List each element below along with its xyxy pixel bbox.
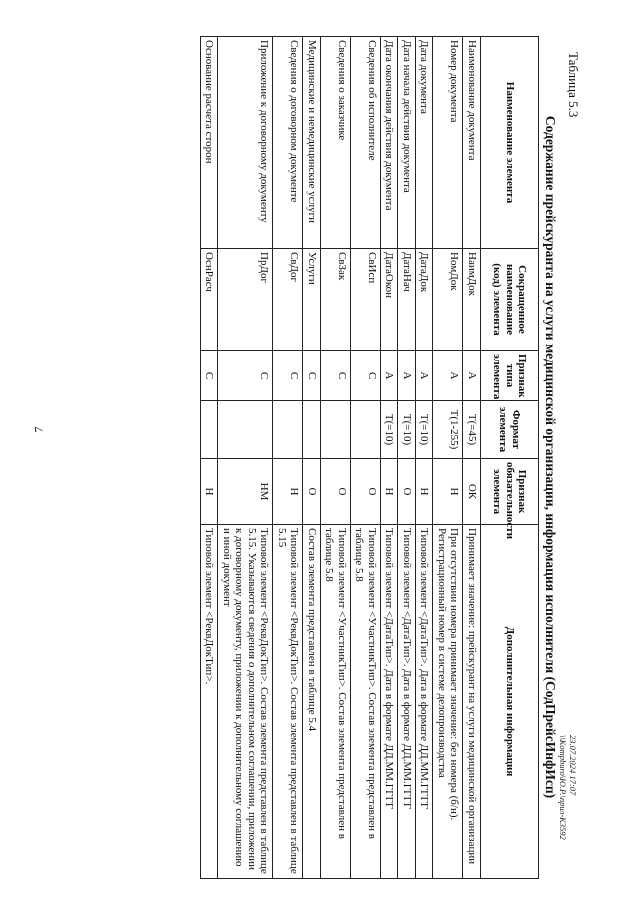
cell-info: Принимает значение: прейскурант на услуги медицинской организации [463,525,481,879]
cell-type: А [398,351,416,401]
cell-code: СвДог [273,249,303,351]
cell-required: Н [416,459,434,525]
cell-format: T(=10) [381,401,399,459]
cell-format: T(=10) [398,401,416,459]
cell-code: ОснРасч [201,249,219,351]
table-header-row [481,37,539,879]
cell-format: T(=10) [416,401,434,459]
cell-type: С [201,351,219,401]
cell-name: Сведения о договорном документе [273,37,303,249]
cell-type: А [416,351,434,401]
cell-name: Наименование документа [463,37,481,249]
table-row [273,37,303,879]
table-row [351,37,381,879]
cell-format [201,401,219,459]
cell-info: Типовой элемент <ДатаТип>. Дата в формате ДД.ММ.ГГГГ [416,525,434,879]
table-row [398,37,416,879]
cell-name: Медицинские и немедицинские услуги [303,37,321,249]
cell-name: Приложение к договорному документу [218,37,273,249]
cell-type: А [381,351,399,401]
cell-code: НаимДок [463,249,481,351]
cell-type: С [321,351,351,401]
table-caption: Содержание прейскуранта на услуги медицинской организации, информация исполнителя (СодПрейсИнфИсп) [543,115,558,799]
cell-info: Состав элемента представлен в таблице 5.4 [303,525,321,879]
cell-code: ДатаДок [416,249,434,351]
cell-code: НомДок [433,249,463,351]
header-required: Признак обязательности элемента [481,459,539,525]
cell-format: T(1-255) [433,401,463,459]
cell-name: Дата документа [416,37,434,249]
cell-type: С [273,351,303,401]
table-row [321,37,351,879]
header-info: Дополнительная информация [481,525,539,879]
stamp-path: \\Kompburo\Ю.Р.\прил-К3592 [558,735,568,840]
data-table [200,36,539,879]
cell-name: Дата начала действия документа [398,37,416,249]
cell-name: Сведения об исполнителе [351,37,381,249]
table-row [433,37,463,879]
print-stamp [558,735,578,915]
rotated-page-content [89,36,559,878]
cell-type: А [463,351,481,401]
stamp-datetime: 23.07.2024 17:07 [568,735,578,796]
cell-name: Основание расчета сторон [201,37,219,249]
cell-code: СвЗак [321,249,351,351]
cell-info: Типовой элемент <РеквДокТип>. Состав элемента представлен в таблице 5.15 [273,525,303,879]
table-row [303,37,321,879]
cell-format [273,401,303,459]
cell-code: Услуги [303,249,321,351]
cell-info: Типовой элемент <УчастникТип>. Состав элемента представлен в таблице 5.8 [351,525,381,879]
cell-code: ДатаНач [398,249,416,351]
cell-name: Дата окончания действия документа [381,37,399,249]
table-row [463,37,481,879]
cell-info: При отсутствии номера принимает значение: без номера (б/н). Регистрационный номер в системе делопроизводства [433,525,463,879]
cell-type: С [303,351,321,401]
cell-format [321,401,351,459]
cell-info: Типовой элемент <РеквДокТип>. [201,525,219,879]
cell-name: Сведения о заказчике [321,37,351,249]
cell-info: Типовой элемент <ДатаТип>. Дата в формате ДД.ММ.ГГГГ [398,525,416,879]
page-number: 7 [31,426,46,433]
cell-format [303,401,321,459]
cell-code: ПрДог [218,249,273,351]
cell-info: Типовой элемент <ДатаТип>. Дата в формате ДД.ММ.ГГГГ [381,525,399,879]
header-code: Сокращенное наименование (код) элемента [481,249,539,351]
cell-required: О [321,459,351,525]
cell-name: Номер документа [433,37,463,249]
cell-required: Н [433,459,463,525]
header-format: Формат элемента [481,401,539,459]
cell-required: О [351,459,381,525]
cell-required: Н [381,459,399,525]
table-row [201,37,219,879]
cell-type: С [351,351,381,401]
cell-format: T(=45) [463,401,481,459]
cell-required: ОК [463,459,481,525]
cell-type: А [433,351,463,401]
cell-format [218,401,273,459]
cell-code: СвИсп [351,249,381,351]
cell-required: О [303,459,321,525]
table-label: Таблица 5.3 [566,52,581,118]
header-name: Наименование элемента [481,37,539,249]
table-row [416,37,434,879]
cell-type: С [218,351,273,401]
cell-required: О [398,459,416,525]
cell-required: Н [201,459,219,525]
table-row [381,37,399,879]
cell-format [351,401,381,459]
cell-info: Типовой элемент <РеквДокТип>. Состав элемента представлен в таблице 5.15. Указываются сведения о дополнительном соглашении, приложении к договорному документу, приложении к дополнительному соглашению и иной документ [218,525,273,879]
cell-code: ДатаОкон [381,249,399,351]
cell-required: Н [273,459,303,525]
cell-info: Типовой элемент <УчастникТип>. Состав элемента представлен в таблице 5.8 [321,525,351,879]
cell-required: НМ [218,459,273,525]
header-type: Признак типа элемента [481,351,539,401]
table-row [218,37,273,879]
